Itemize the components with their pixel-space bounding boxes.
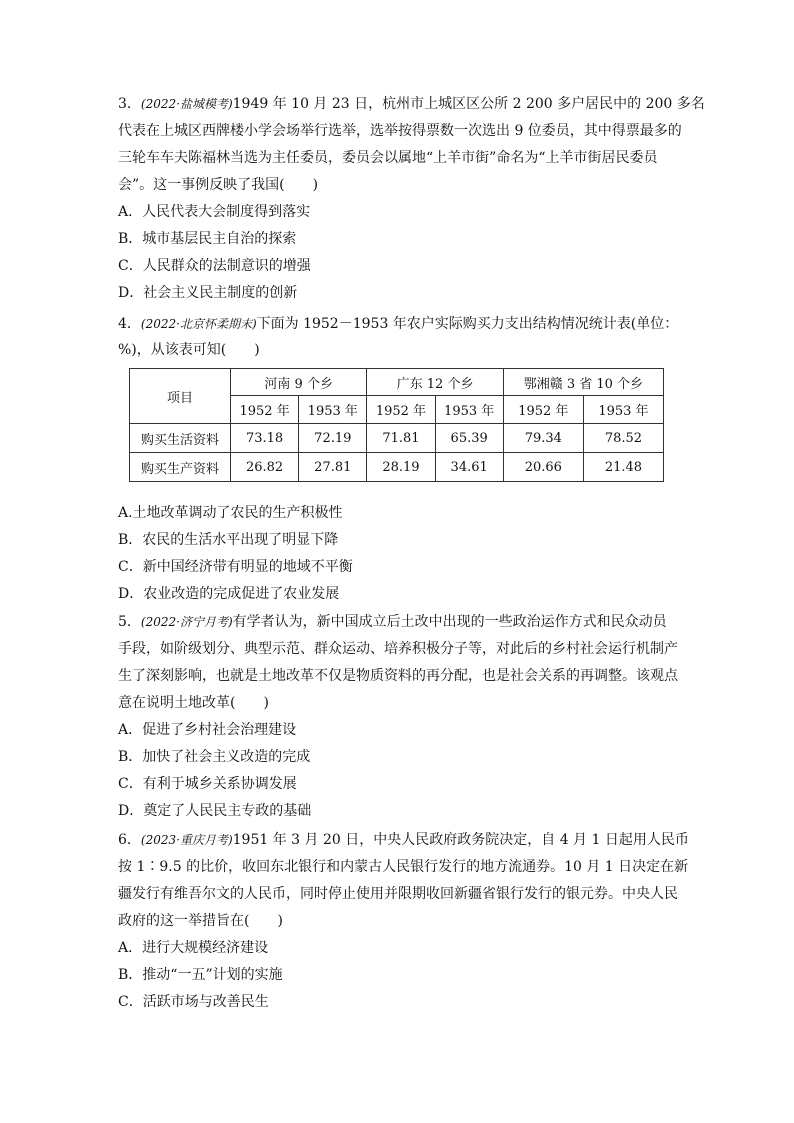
table-region-guangdong: 广东 12 个乡 <box>367 369 503 396</box>
q3-option-a: A．人民代表大会制度得到落实 <box>118 204 311 220</box>
q3-number: 3． <box>118 96 141 112</box>
q5-stem-line-1 <box>118 612 667 632</box>
purchasing-power-table <box>129 368 664 482</box>
q3-stem-line-3: 三轮车车夫陈福林当选为主任委员，委员会以属地“上羊市街”命名为“上羊市街居民委员 <box>118 150 658 166</box>
table-cell: 71.81 <box>367 424 435 453</box>
q6-number: 6． <box>118 832 141 848</box>
q5-number: 5． <box>118 614 141 630</box>
q4-option-a: A.土地改革调动了农民的生产积极性 <box>118 505 343 521</box>
table-cell: 79.34 <box>503 424 583 453</box>
q5-stem-line-2: 手段，如阶级划分、典型示范、群众运动、培养积极分子等，对此后的乡村社会运行机制产 <box>118 641 678 657</box>
q6-stem-line-1 <box>118 830 689 850</box>
q6-stem-line-2: 按 1∶9.5 的比价，收回东北银行和内蒙古人民银行发行的地方流通券。10 月 1 日决定在新 <box>118 859 689 875</box>
q5-option-d: D．奠定了人民民主专政的基础 <box>118 803 312 819</box>
q3-option-b: B．城市基层民主自治的探索 <box>118 231 297 247</box>
table-year-cell: 1953 年 <box>435 396 503 424</box>
table-year-cell: 1952 年 <box>503 396 583 424</box>
table-year-cell: 1953 年 <box>583 396 663 424</box>
q5-stem-line-4: 意在说明土地改革( ) <box>118 695 269 711</box>
q5-stem-text-1: 有学者认为，新中国成立后土改中出现的一些政治运作方式和民众动员 <box>232 614 667 630</box>
q4-option-b: B．农民的生活水平出现了明显下降 <box>118 532 339 548</box>
table-cell: 65.39 <box>435 424 503 453</box>
q3-source: (2022·盐城模考) <box>140 97 233 111</box>
q4-stem-line-1 <box>118 314 678 334</box>
table-cell: 73.18 <box>231 424 299 453</box>
table-cell: 27.81 <box>299 453 367 482</box>
q6-option-c: C．活跃市场与改善民生 <box>118 994 269 1010</box>
table-year-cell: 1952 年 <box>367 396 435 424</box>
table-header-row <box>130 369 664 396</box>
q6-stem-text-1: 1951 年 3 月 20 日，中央人民政府政务院决定，自 4 月 1 日起用人民币 <box>232 832 689 848</box>
table-region-henan: 河南 9 个乡 <box>231 369 367 396</box>
table-cell: 26.82 <box>231 453 299 482</box>
q3-stem-line-1 <box>118 94 705 114</box>
table-year-cell: 1952 年 <box>231 396 299 424</box>
q4-number: 4． <box>118 316 141 332</box>
table-cell: 34.61 <box>435 453 503 482</box>
table-cell: 21.48 <box>583 453 663 482</box>
q5-option-c: C．有利于城乡关系协调发展 <box>118 776 297 792</box>
q3-option-d: D．社会主义民主制度的创新 <box>118 285 298 301</box>
q4-source: (2022·北京怀柔期末) <box>140 317 257 331</box>
table-row <box>130 453 664 482</box>
table-row-label: 购买生活资料 <box>130 424 231 453</box>
table-row <box>130 424 664 453</box>
q5-source: (2022·济宁月考) <box>140 615 233 629</box>
q4-option-d: D．农业改造的完成促进了农业发展 <box>118 586 340 602</box>
table-cell: 20.66 <box>503 453 583 482</box>
q6-option-b: B．推动“一五”计划的实施 <box>118 967 283 983</box>
table-row-label: 购买生产资料 <box>130 453 231 482</box>
q3-stem-line-2: 代表在上城区西牌楼小学会场举行选举，选举按得票数一次选出 9 位委员，其中得票最多的 <box>118 123 682 139</box>
q6-stem-line-4: 政府的这一举措旨在( ) <box>118 913 283 929</box>
q6-stem-line-3: 疆发行有维吾尔文的人民币，同时停止使用并限期收回新疆省银行发行的银元券。中央人民 <box>118 886 678 902</box>
q3-stem-line-4: 会”。这一事例反映了我国( ) <box>118 177 319 193</box>
q4-stem-line-2: %)，从该表可知( ) <box>118 342 260 358</box>
q5-option-a: A．促进了乡村社会治理建设 <box>118 722 297 738</box>
q4-stem-text-1: 下面为 1952－1953 年农户实际购买力支出结构情况统计表(单位： <box>256 316 679 332</box>
table-cell: 78.52 <box>583 424 663 453</box>
table-corner-cell: 项目 <box>130 369 231 424</box>
q6-source: (2023·重庆月考) <box>140 833 233 847</box>
q4-option-c: C．新中国经济带有明显的地域不平衡 <box>118 559 353 575</box>
q5-option-b: B．加快了社会主义改造的完成 <box>118 749 311 765</box>
table-region-exianggan: 鄂湘赣 3 省 10 个乡 <box>503 369 663 396</box>
table-year-cell: 1953 年 <box>299 396 367 424</box>
q3-option-c: C．人民群众的法制意识的增强 <box>118 258 311 274</box>
table-cell: 72.19 <box>299 424 367 453</box>
q3-stem-text-1: 1949 年 10 月 23 日，杭州市上城区区公所 2 200 多户居民中的 200 多名 <box>232 96 705 112</box>
q5-stem-line-3: 生了深刻影响，也就是土地改革不仅是物质资料的再分配，也是社会关系的再调整。该观点 <box>118 668 678 684</box>
q6-option-a: A．进行大规模经济建设 <box>118 940 269 956</box>
table-cell: 28.19 <box>367 453 435 482</box>
